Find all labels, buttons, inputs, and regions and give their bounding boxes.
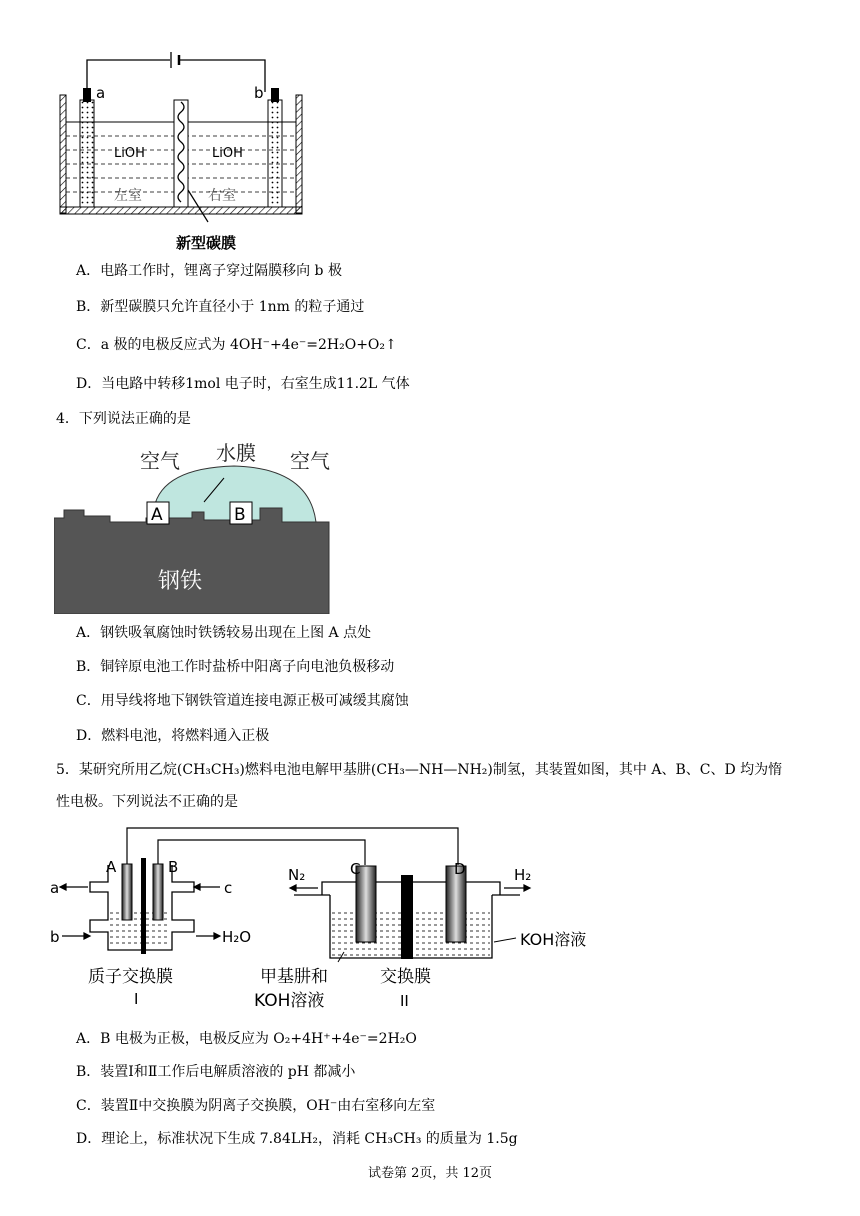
air-left-label: 空气: [140, 449, 180, 473]
q5-option-a[interactable]: A．B 电极为正极，电极反应为 O₂+4H⁺+4e⁻=2H₂O: [76, 1031, 417, 1047]
q3-option-c-formula: 4OH⁻+4e⁻=2H₂O+O₂↑: [229, 337, 397, 353]
koh-solution-label: KOH溶液: [520, 930, 587, 949]
q4-option-d[interactable]: D．燃料电池，将燃料通入正极: [76, 728, 270, 744]
proton-membrane-label: 质子交换膜: [88, 967, 173, 987]
device-2: [294, 866, 520, 959]
device-1-roman: I: [134, 990, 139, 1008]
q5-stem-line1: 5．某研究所用乙烷(CH₃CH₃)燃料电池电解甲基肼(CH₃—NH—NH₂)制氢，其装置如图，其中 A、B、C、D 均为惰: [56, 762, 783, 778]
circuit-wire: [87, 52, 265, 92]
q4-option-b[interactable]: B．铜锌原电池工作时盐桥中阳离子向电池负极移动: [76, 659, 395, 675]
q5-option-c[interactable]: C．装置Ⅱ中交换膜为阴离子交换膜，OH⁻由右室移向左室: [76, 1098, 436, 1114]
carbon-membrane: [174, 100, 208, 222]
membrane-label: 新型碳膜: [176, 234, 237, 252]
right-solution-label: LiOH: [212, 146, 243, 161]
steel-body: [54, 508, 329, 614]
right-room-label: 右室: [208, 188, 236, 204]
steel-label: 钢铁: [158, 569, 203, 594]
methylhydrazine-label-1: 甲基肼和: [260, 967, 328, 987]
exchange-membrane-label: 交换膜: [380, 967, 431, 987]
point-a-label: A: [151, 505, 163, 525]
left-room-label: 左室: [114, 188, 142, 204]
device-2-roman: II: [400, 992, 409, 1010]
electrode-b: [268, 100, 282, 207]
q5-stem-line2: 性电极。下列说法不正确的是: [56, 794, 238, 810]
inlet-a-label: a: [50, 879, 60, 897]
electrode-B-label: B: [168, 858, 179, 876]
electrode-b-label: b: [254, 84, 264, 102]
water-film-label: 水膜: [216, 441, 256, 465]
page-footer: 试卷第 2页，共 12页: [367, 1166, 493, 1181]
q5-option-b[interactable]: B．装置Ⅰ和Ⅱ工作后电解质溶液的 pH 都减小: [76, 1064, 356, 1080]
electrode-C-label: C: [350, 860, 361, 878]
q3-option-b[interactable]: B．新型碳膜只允许直径小于 1nm 的粒子通过: [76, 299, 365, 315]
electrode-a: [80, 100, 94, 207]
q3-option-c[interactable]: [76, 336, 397, 354]
fuel-cell-electrolysis-figure: [50, 820, 610, 1016]
steel-corrosion-figure: [54, 438, 334, 614]
electrode-a-label: a: [96, 84, 106, 102]
inlet-c-label: c: [224, 879, 233, 897]
outlet-n2-label: N₂: [288, 866, 306, 884]
q4-stem: 4．下列说法正确的是: [56, 411, 191, 427]
left-solution-label: LiOH: [114, 146, 145, 161]
q4-option-c[interactable]: C．用导线将地下钢铁管道连接电源正极可减缓其腐蚀: [76, 693, 409, 709]
q5-option-d[interactable]: D．理论上，标准状况下生成 7.84LH₂，消耗 CH₃CH₃ 的质量为 1.5g: [76, 1131, 518, 1147]
inlet-b-label: b: [50, 928, 60, 946]
electrode-D-label: D: [454, 860, 466, 878]
q3-option-a[interactable]: A．电路工作时，锂离子穿过隔膜移向 b 极: [76, 263, 342, 279]
q3-option-c-text: C．a 极的电极反应式为: [76, 337, 230, 353]
point-b-label: B: [234, 505, 246, 525]
outlet-h2o-label: H₂O: [222, 928, 252, 946]
electrolysis-cell-figure: [50, 40, 310, 255]
q4-option-a[interactable]: A．钢铁吸氧腐蚀时铁锈较易出现在上图 A 点处: [76, 625, 372, 641]
methylhydrazine-label-2: KOH溶液: [254, 991, 325, 1011]
air-right-label: 空气: [290, 449, 330, 473]
electrode-A-label: A: [106, 858, 117, 876]
q3-option-d[interactable]: D．当电路中转移1mol 电子时，右室生成11.2L 气体: [76, 376, 410, 392]
outlet-h2-label: H₂: [514, 866, 532, 884]
